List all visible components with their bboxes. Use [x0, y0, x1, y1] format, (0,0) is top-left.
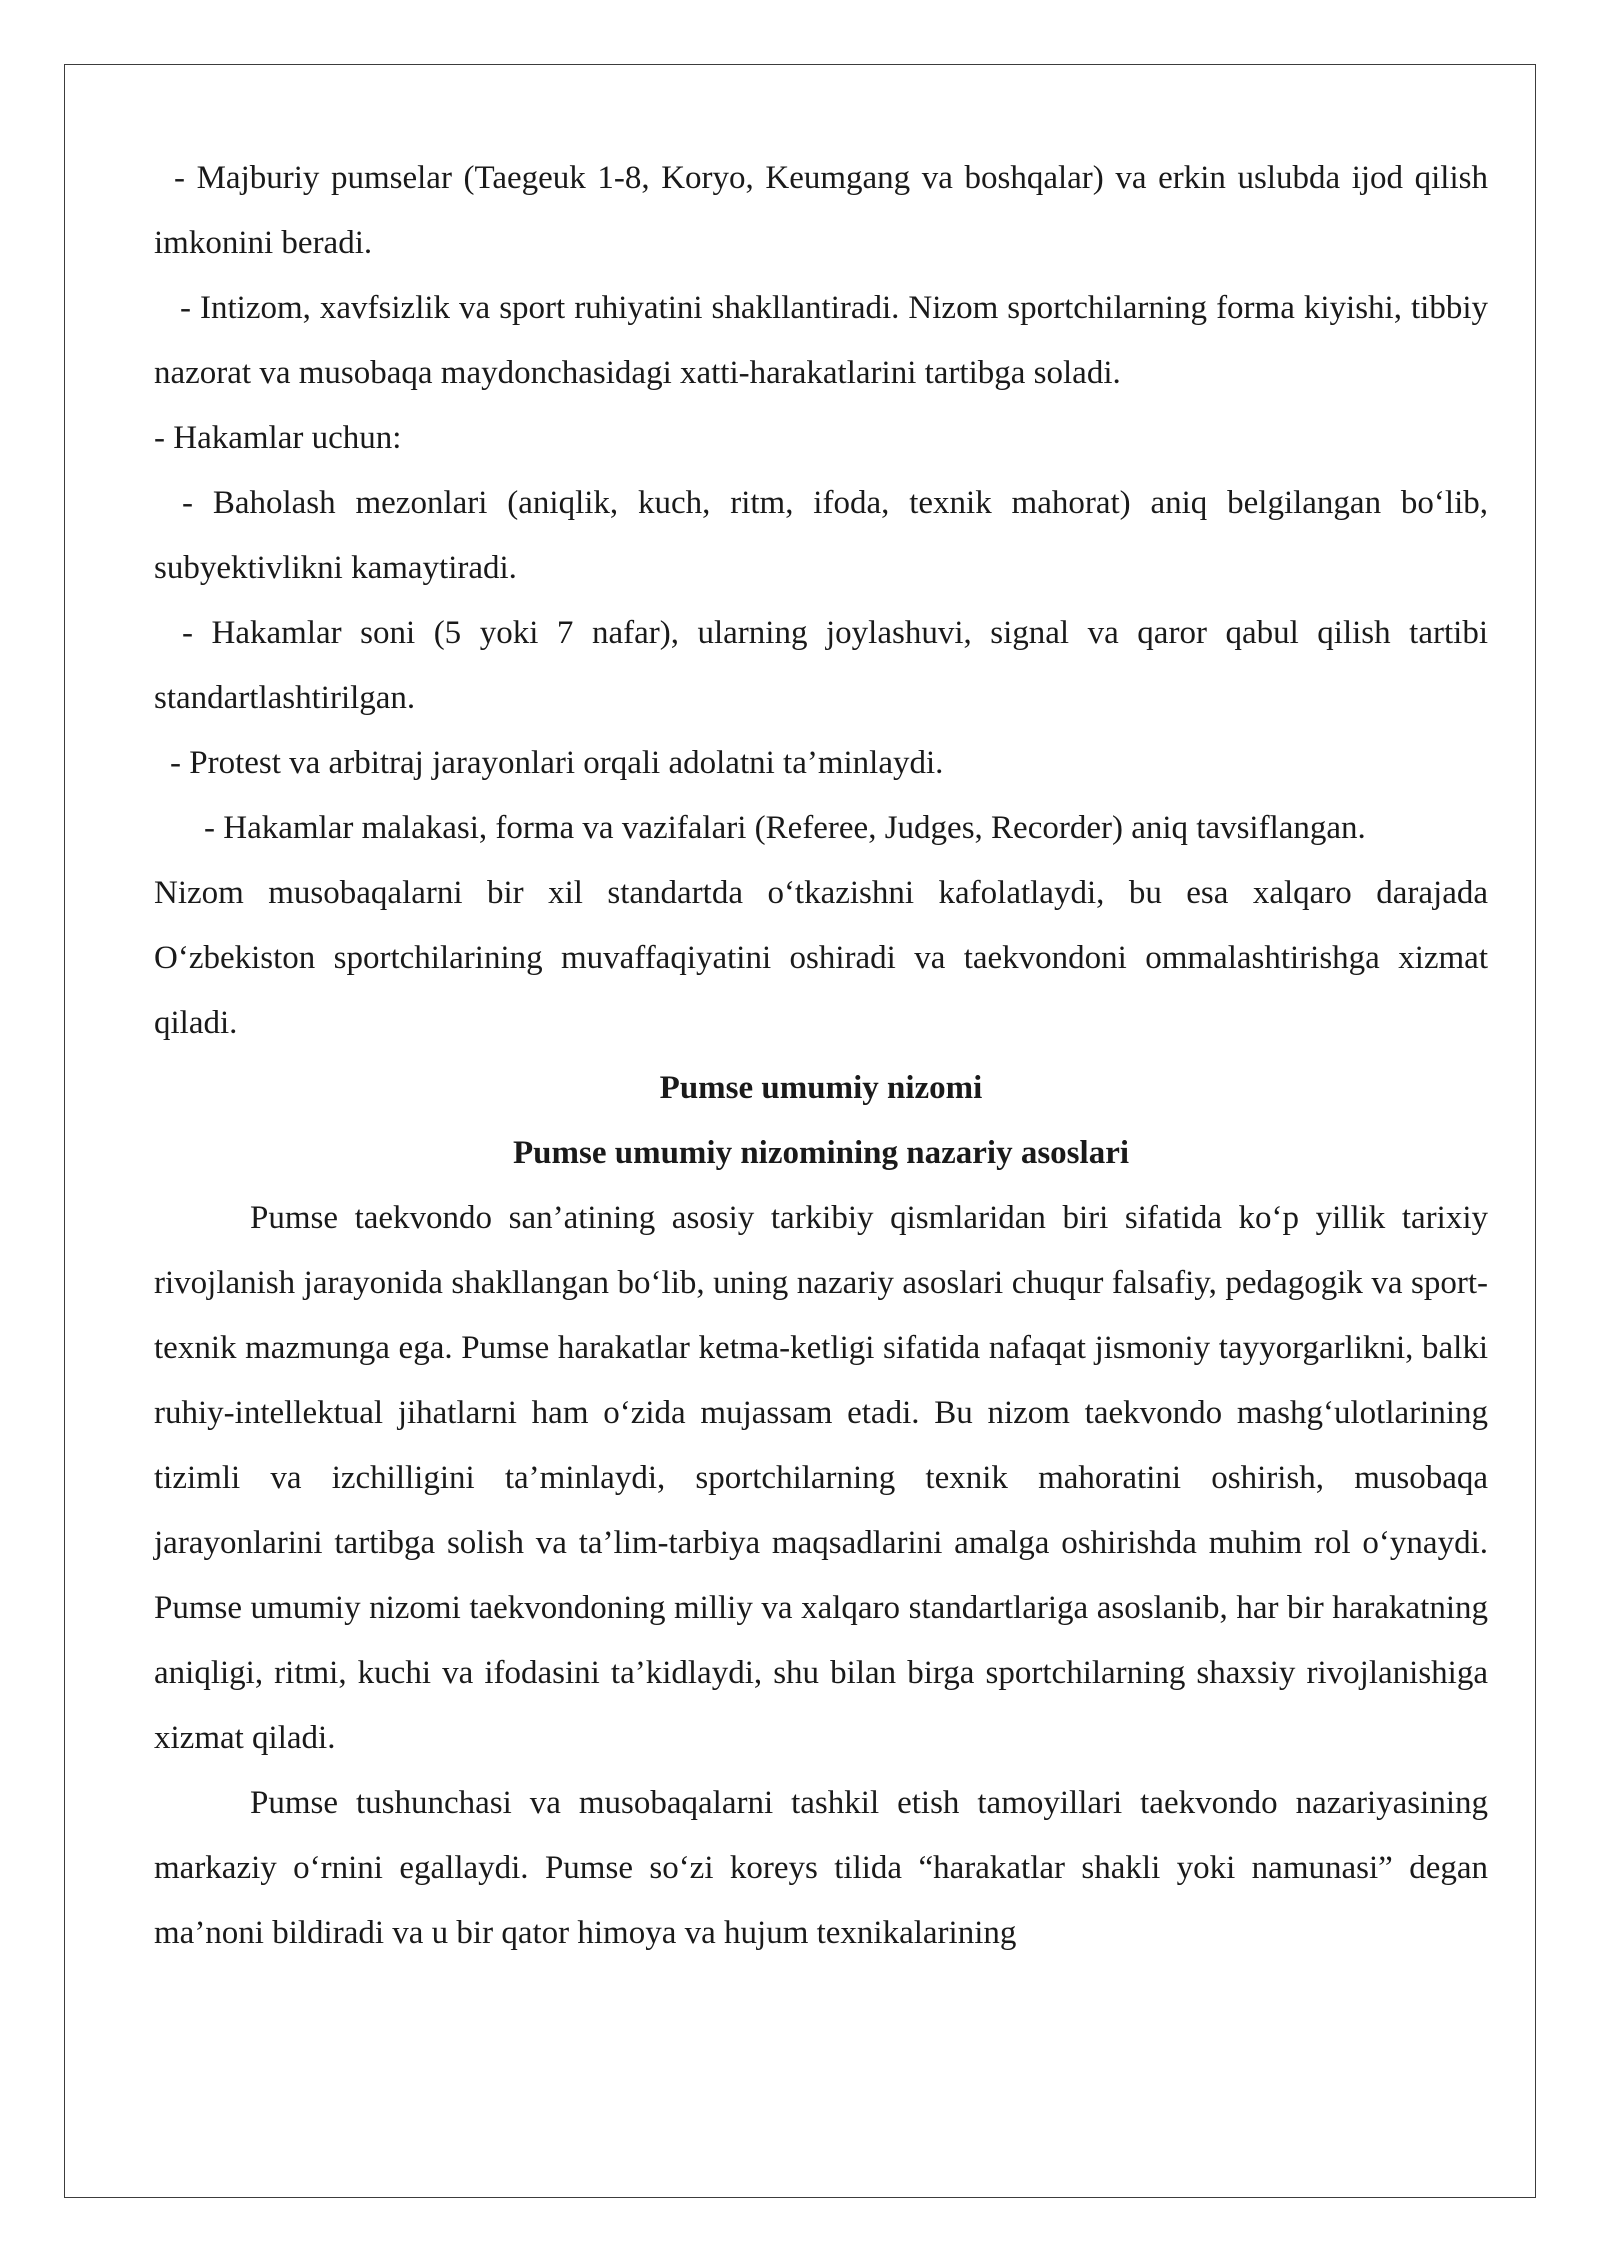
summary-paragraph: Nizom musobaqalarni bir xil standartda o‘tkazishni kafolatlaydi, bu esa xalqaro darajada O‘zbekiston sportchilarining muvaffaqiyatini oshiradi va taekvondoni ommalashtirishga xizmat qiladi. [154, 875, 1488, 1041]
list-item-judges-count: - Hakamlar soni (5 yoki 7 nafar), ularning joylashuvi, signal va qaror qabul qilish tartibi standartlashtirilgan. [154, 615, 1488, 716]
body-paragraph-1: Pumse taekvondo san’atining asosiy tarkibiy qismlaridan biri sifatida ko‘p yillik tarixiy rivojlanish jarayonida shakllangan bo‘lib, uning nazariy asoslari chuqur falsafiy, pedagogik va sport-texnik mazmunga ega. Pumse harakatlar ketma-ketligi sifatida nafaqat jismoniy tayyorgarlikni, balki ruhiy-intellektual jihatlarni ham o‘zida mujassam etadi. Bu nizom taekvondo mashg‘ulotlarining tizimli va izchilligini ta’minlaydi, sportchilarning texnik mahoratini oshirish, musobaqa jarayonlarini tartibga solish va ta’lim-tarbiya maqsadlarini amalga oshirishda muhim rol o‘ynaydi. Pumse umumiy nizomi taekvondoning milliy va xalqaro standartlariga asoslanib, har bir harakatning aniqligi, ritmi, kuchi va ifodasini ta’kidlaydi, shu bilan birga sportchilarning shaxsiy rivojlanishiga xizmat qiladi. [154, 1200, 1488, 1756]
list-heading-judges: - Hakamlar uchun: [154, 420, 402, 456]
subsection-heading: Pumse umumiy nizomining nazariy asoslari [512, 1135, 1130, 1171]
list-item-protest: - Protest va arbitraj jarayonlari orqali adolatni ta’minlaydi. [170, 745, 944, 781]
list-item-criteria: - Baholash mezonlari (aniqlik, kuch, ritm, ifoda, texnik mahorat) aniq belgilangan bo‘lib, subyektivlikni kamaytiradi. [154, 485, 1488, 586]
list-item-qualification: - Hakamlar malakasi, forma va vazifalari (Referee, Judges, Recorder) aniq tavsiflangan. [204, 810, 1366, 846]
list-item-discipline: - Intizom, xavfsizlik va sport ruhiyatini shakllantiradi. Nizom sportchilarning forma kiyishi, tibbiy nazorat va musobaqa maydonchasidagi xatti-harakatlarini tartibga soladi. [154, 290, 1488, 391]
body-paragraph-2: Pumse tushunchasi va musobaqalarni tashkil etish tamoyillari taekvondo nazariyasining markaziy o‘rnini egallaydi. Pumse so‘zi koreys tilida “harakatlar shakli yoki namunasi” degan ma’noni bildiradi va u bir qator himoya va hujum texnikalarining [154, 1785, 1488, 1951]
document-body [154, 146, 1488, 1966]
list-item-mandatory-pumse: - Majburiy pumselar (Taegeuk 1-8, Koryo, Keumgang va boshqalar) va erkin uslubda ijod qilish imkonini beradi. [154, 160, 1488, 261]
section-heading: Pumse umumiy nizomi [659, 1070, 983, 1106]
